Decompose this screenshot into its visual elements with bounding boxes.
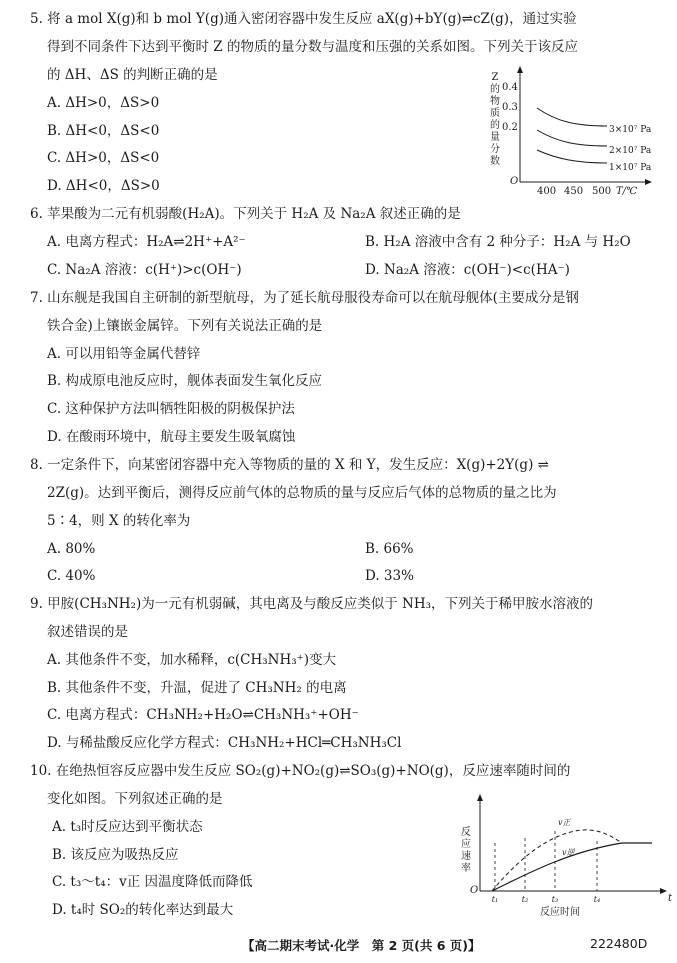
q10-xtick-t2: t₂ <box>521 895 529 904</box>
q8-stem-line-2: 2Z(g)。达到平衡后，测得反应前气体的总物质的量与反应后气体的总物质的量之比为 <box>47 485 557 501</box>
q5-ylabel-char-4: 的 <box>490 120 500 131</box>
q5-y-axis-label <box>490 72 500 167</box>
q5-xtick-0: 400 <box>537 186 557 197</box>
q5-y-arrow <box>517 66 523 73</box>
q7-option-c: C. 这种保护方法叫牺牲阳极的阴极保护法 <box>47 401 295 417</box>
q10-xtick-t4: t₄ <box>593 895 601 904</box>
q5-xtick-2: 500 <box>592 186 612 197</box>
q5-ytick-1: 0.3 <box>502 102 518 113</box>
q8-stem-line-3: 5∶4，则 X 的转化率为 <box>47 513 191 529</box>
q9-option-b: B. 其他条件不变，升温，促进了 CH₃NH₂ 的电离 <box>47 680 347 696</box>
q10-option-a: A. t₃时反应达到平衡状态 <box>52 819 203 835</box>
q10-option-d: D. t₄时 SO₂的转化率达到最大 <box>52 902 234 918</box>
q7-stem-line-2: 铁合金)上镶嵌金属锌。下列有关说法正确的是 <box>47 318 323 334</box>
q5-curve-1e7 <box>537 150 607 163</box>
q5-curve-3e7 <box>537 108 607 126</box>
q7-option-d: D. 在酸雨环境中，航母主要发生吸氧腐蚀 <box>47 429 296 445</box>
q10-ylabel-char-1: 应 <box>461 839 471 850</box>
q10-stem-line-2: 变化如图。下列叙述正确的是 <box>47 791 223 807</box>
q7-option-a: A. 可以用铅等金属代替锌 <box>47 346 201 362</box>
q10-figure <box>452 793 677 921</box>
q10-ylabel-char-0: 反 <box>461 827 471 838</box>
q5-xtick-1: 450 <box>564 186 584 197</box>
q5-series-label-0: 3×10⁷ Pa <box>609 125 652 135</box>
q5-stem-line-3: 的 ΔH、ΔS 的判断正确的是 <box>47 67 218 83</box>
q10-label-forward: v正 <box>558 818 571 827</box>
q5-stem-line-1: 5. 将 a mol X(g)和 b mol Y(g)通入密闭容器中发生反应 aX(g)+bY(g)⇌cZ(g)，通过实验 <box>30 11 577 27</box>
q10-option-c: C. t₃～t₄：v正 因温度降低而降低 <box>52 874 253 890</box>
q5-ylabel-char-2: 物 <box>490 96 500 107</box>
page-footer <box>0 934 677 954</box>
q5-option-c: C. ΔH>0，ΔS<0 <box>47 150 160 166</box>
q7-stem-line-1: 7. 山东舰是我国自主研制的新型航母，为了延长航母服役寿命可以在航母舰体(主要成分是钢 <box>30 290 579 306</box>
q10-ylabel-char-2: 速 <box>461 851 471 862</box>
q5-x-unit: T/℃ <box>616 186 638 197</box>
q9-option-c: C. 电离方程式：CH₃NH₂+H₂O⇌CH₃NH₃⁺+OH⁻ <box>47 707 359 723</box>
q9-option-d: D. 与稀盐酸反应化学方程式：CH₃NH₂+HCl═CH₃NH₃Cl <box>47 735 402 751</box>
footer-code: 222480D <box>590 936 648 951</box>
q10-origin: O <box>470 885 479 896</box>
q8-option-c: C. 40% <box>47 568 96 584</box>
q10-x-arrow <box>660 888 667 894</box>
q5-ylabel-char-1: 的 <box>490 84 500 95</box>
q10-option-b: B. 该反应为吸热反应 <box>52 847 179 863</box>
q10-label-reverse: v逆 <box>562 848 575 857</box>
q10-axis-x-symbol: t <box>668 893 673 904</box>
q8-stem-line-1: 8. 一定条件下，向某密闭容器中充入等物质的量的 X 和 Y，发生反应：X(g)+2Y(g) ⇌ <box>30 457 549 473</box>
q5-origin: O <box>510 176 519 187</box>
q5-curve-2e7 <box>537 130 607 146</box>
q5-option-d: D. ΔH<0，ΔS>0 <box>47 178 160 194</box>
q6-option-b: B. H₂A 溶液中含有 2 种分子：H₂A 与 H₂O <box>365 234 631 250</box>
q6-stem: 6. 苹果酸为二元有机弱酸(H₂A)。下列关于 H₂A 及 Na₂A 叙述正确的是 <box>30 206 461 222</box>
q5-ytick-0: 0.4 <box>502 82 518 93</box>
q10-xlabel: 反应时间 <box>540 907 580 918</box>
q10-xtick-t1: t₁ <box>491 895 499 904</box>
q8-option-d: D. 33% <box>365 568 414 584</box>
q5-series-label-1: 2×10⁷ Pa <box>609 146 652 156</box>
q5-x-arrow <box>645 179 652 185</box>
q7-option-b: B. 构成原电池反应时，舰体表面发生氧化反应 <box>47 373 323 389</box>
q5-ylabel-char-3: 质 <box>490 108 500 119</box>
q10-ylabel-char-3: 率 <box>461 863 471 874</box>
q5-ytick-2: 0.2 <box>502 122 518 133</box>
q9-stem-line-2: 叙述错误的是 <box>47 624 128 640</box>
q5-ylabel-char-0: Z <box>491 72 499 83</box>
q10-y-arrow <box>477 794 483 801</box>
q5-figure <box>482 66 662 198</box>
q8-option-b: B. 66% <box>365 541 414 557</box>
q9-option-a: A. 其他条件不变，加水稀释，c(CH₃NH₃⁺)变大 <box>47 652 337 668</box>
q10-stem-line-1: 10. 在绝热恒容反应器中发生反应 SO₂(g)+NO₂(g)⇌SO₃(g)+NO(g)，反应速率随时间的 <box>30 763 571 779</box>
q6-option-a: A. 电离方程式：H₂A⇌2H⁺+A²⁻ <box>47 234 246 250</box>
q5-option-b: B. ΔH<0，ΔS<0 <box>47 123 160 139</box>
q5-ylabel-char-7: 数 <box>490 156 500 167</box>
q6-option-d: D. Na₂A 溶液：c(OH⁻)<c(HA⁻) <box>365 262 570 278</box>
footer-title: 【高二期末考试·化学 第 2 页(共 6 页)】 <box>242 938 481 953</box>
q9-stem-line-1: 9. 甲胺(CH₃NH₂)为一元有机弱碱，其电离及与酸反应类似于 NH₃，下列关于稀甲胺水溶液的 <box>30 596 594 612</box>
q10-y-axis-label <box>461 825 471 874</box>
q5-ylabel-char-6: 分 <box>490 144 500 155</box>
q10-xtick-t3: t₃ <box>551 895 559 904</box>
q8-option-a: A. 80% <box>47 541 96 557</box>
q5-series-label-2: 1×10⁷ Pa <box>609 163 652 173</box>
q5-ylabel-char-5: 量 <box>490 132 500 143</box>
q6-option-c: C. Na₂A 溶液：c(H⁺)>c(OH⁻) <box>47 262 242 278</box>
q5-stem-line-2: 得到不同条件下达到平衡时 Z 的物质的量分数与温度和压强的关系如图。下列关于该反应 <box>47 39 578 55</box>
q5-option-a: A. ΔH>0，ΔS>0 <box>47 95 160 111</box>
